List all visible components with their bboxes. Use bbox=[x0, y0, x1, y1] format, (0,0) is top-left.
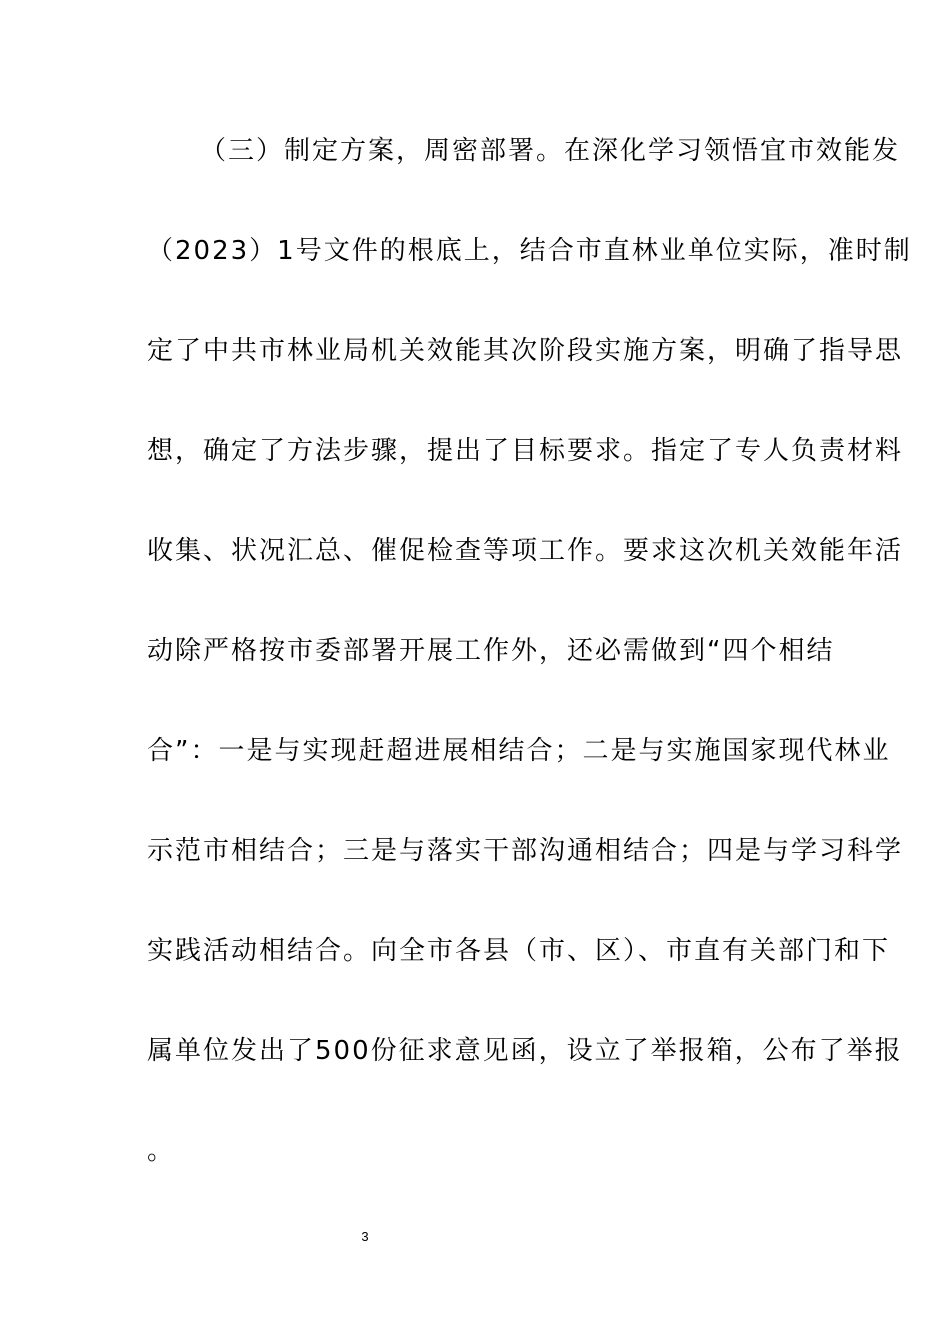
paragraph-line: （三）制定方案，周密部署。在深化学习领悟宜市效能发 bbox=[200, 136, 901, 166]
paragraph-line: 动除严格按市委部署开展工作外，还必需做到“四个相结 bbox=[147, 636, 835, 666]
paragraph-line: 收集、状况汇总、催促检查等项工作。要求这次机关效能年活 bbox=[147, 536, 904, 566]
paragraph-line: 示范市相结合；三是与落实干部沟通相结合；四是与学习科学 bbox=[147, 836, 904, 866]
paragraph-line: 属单位发出了500份征求意见函，设立了举报箱，公布了举报 bbox=[147, 1036, 903, 1066]
paragraph-line: 。 bbox=[147, 1136, 176, 1166]
paragraph-line: 想，确定了方法步骤，提出了目标要求。指定了专人负责材料 bbox=[147, 436, 904, 466]
paragraph-line: 合”：一是与实现赶超进展相结合；二是与实施国家现代林业 bbox=[147, 736, 891, 766]
paragraph-line: 定了中共市林业局机关效能其次阶段实施方案，明确了指导思 bbox=[147, 336, 904, 366]
paragraph-line: （2023）1号文件的根底上，结合市直林业单位实际，准时制 bbox=[147, 236, 912, 266]
page-number: 3 bbox=[361, 1229, 369, 1244]
paragraph-line: 实践活动相结合。向全市各县（市、区）、市直有关部门和下 bbox=[147, 936, 891, 966]
